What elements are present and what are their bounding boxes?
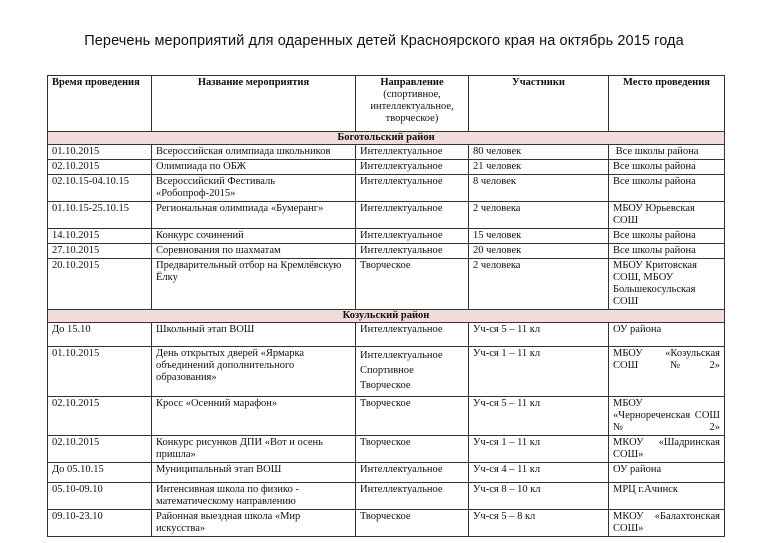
cell-participants: 2 человека bbox=[469, 202, 609, 229]
cell-direction: Интеллектуальное bbox=[356, 463, 469, 483]
cell-name: Интенсивная школа по физико - математическому направлению bbox=[152, 483, 356, 510]
header-participants: Участники bbox=[469, 76, 609, 132]
cell-participants: Уч-ся 1 – 11 кл bbox=[469, 347, 609, 397]
cell-name: День открытых дверей «Ярмарка объединений дополнительного образования» bbox=[152, 347, 356, 397]
cell-direction: Творческое bbox=[356, 259, 469, 310]
cell-time: 01.10.2015 bbox=[48, 347, 152, 397]
cell-time: 27.10.2015 bbox=[48, 244, 152, 259]
table-row bbox=[48, 397, 725, 436]
table-row bbox=[48, 483, 725, 510]
cell-name: Районная выездная школа «Мир искусства» bbox=[152, 510, 356, 537]
table-row bbox=[48, 436, 725, 463]
cell-direction: Интеллектуальное bbox=[356, 175, 469, 202]
cell-place: Все школы района bbox=[609, 244, 725, 259]
cell-name: Предварительный отбор на Кремлёвскую Ёлку bbox=[152, 259, 356, 310]
cell-time: До 15.10 bbox=[48, 323, 152, 347]
cell-name: Конкурс сочинений bbox=[152, 229, 356, 244]
cell-direction bbox=[356, 347, 469, 397]
cell-place: ОУ района bbox=[609, 323, 725, 347]
cell-place: ОУ района bbox=[609, 463, 725, 483]
cell-direction: Интеллектуальное bbox=[356, 229, 469, 244]
cell-time: 05.10-09.10 bbox=[48, 483, 152, 510]
cell-name: Конкурс рисунков ДПИ «Вот и осень пришла» bbox=[152, 436, 356, 463]
cell-name: Олимпиада по ОБЖ bbox=[152, 160, 356, 175]
cell-place: МБОУ «Чернореченская СОШ №2» bbox=[609, 397, 725, 436]
header-place: Место проведения bbox=[609, 76, 725, 132]
cell-name: Региональная олимпиада «Бумеранг» bbox=[152, 202, 356, 229]
section-title: Козульский район bbox=[48, 310, 725, 323]
cell-place: МБОУ «Козульская СОШ №2» bbox=[609, 347, 725, 397]
cell-name: Всероссийская олимпиада школьников bbox=[152, 145, 356, 160]
cell-direction: Интеллектуальное bbox=[356, 160, 469, 175]
cell-participants: Уч-ся 4 – 11 кл bbox=[469, 463, 609, 483]
cell-time: 02.10.2015 bbox=[48, 397, 152, 436]
cell-participants: 20 человек bbox=[469, 244, 609, 259]
table-row bbox=[48, 175, 725, 202]
cell-participants: Уч-ся 5 – 11 кл bbox=[469, 397, 609, 436]
cell-time: 02.10.15-04.10.15 bbox=[48, 175, 152, 202]
cell-place: Все школы района bbox=[609, 229, 725, 244]
table-row bbox=[48, 323, 725, 347]
cell-participants: Уч-ся 5 – 11 кл bbox=[469, 323, 609, 347]
section-row bbox=[48, 132, 725, 145]
header-direction bbox=[356, 76, 469, 132]
cell-place: Все школы района bbox=[609, 145, 725, 160]
table-row bbox=[48, 202, 725, 229]
document-title: Перечень мероприятий для одаренных детей Красноярского края на октябрь 2015 года bbox=[84, 33, 684, 49]
header-direction-note: (спортивное, интеллектуальное, творческое) bbox=[370, 89, 454, 124]
cell-time: До 05.10.15 bbox=[48, 463, 152, 483]
cell-time: 02.10.2015 bbox=[48, 160, 152, 175]
section-row bbox=[48, 310, 725, 323]
cell-direction: Интеллектуальное bbox=[356, 244, 469, 259]
cell-direction: Творческое bbox=[356, 397, 469, 436]
table-row bbox=[48, 244, 725, 259]
table-row bbox=[48, 160, 725, 175]
table-row bbox=[48, 259, 725, 310]
cell-place: Все школы района bbox=[609, 175, 725, 202]
cell-time: 02.10.2015 bbox=[48, 436, 152, 463]
cell-place: МКОУ «Шадринская СОШ» bbox=[609, 436, 725, 463]
header-direction-label: Направление bbox=[380, 77, 444, 88]
cell-name: Кросс «Осенний марафон» bbox=[152, 397, 356, 436]
table-row bbox=[48, 463, 725, 483]
header-time: Время проведения bbox=[48, 76, 152, 132]
table-row bbox=[48, 510, 725, 537]
direction-line: Творческое bbox=[360, 380, 411, 391]
cell-direction: Интеллектуальное bbox=[356, 323, 469, 347]
cell-direction: Интеллектуальное bbox=[356, 202, 469, 229]
direction-line: Интеллектуальное bbox=[360, 350, 443, 361]
cell-participants: 15 человек bbox=[469, 229, 609, 244]
cell-direction: Интеллектуальное bbox=[356, 145, 469, 160]
events-table bbox=[47, 75, 725, 537]
cell-place: МБОУ Критовская СОШ, МБОУ Большекосульская СОШ bbox=[609, 259, 725, 310]
cell-participants: Уч-ся 8 – 10 кл bbox=[469, 483, 609, 510]
header-name: Название мероприятия bbox=[152, 76, 356, 132]
cell-time: 20.10.2015 bbox=[48, 259, 152, 310]
table-header-row bbox=[48, 76, 725, 132]
cell-time: 01.10.2015 bbox=[48, 145, 152, 160]
cell-direction: Творческое bbox=[356, 436, 469, 463]
cell-time: 09.10-23.10 bbox=[48, 510, 152, 537]
cell-participants: 2 человека bbox=[469, 259, 609, 310]
cell-time: 14.10.2015 bbox=[48, 229, 152, 244]
cell-participants: 21 человек bbox=[469, 160, 609, 175]
table-row bbox=[48, 229, 725, 244]
cell-place: МКОУ «Балахтонская СОШ» bbox=[609, 510, 725, 537]
direction-line: Спортивное bbox=[360, 365, 414, 376]
cell-name: Школьный этап ВОШ bbox=[152, 323, 356, 347]
cell-name: Соревнования по шахматам bbox=[152, 244, 356, 259]
section-title: Боготольский район bbox=[48, 132, 725, 145]
table-row bbox=[48, 347, 725, 397]
cell-name: Муниципальный этап ВОШ bbox=[152, 463, 356, 483]
cell-direction: Творческое bbox=[356, 510, 469, 537]
table-row bbox=[48, 145, 725, 160]
cell-place: МБОУ Юрьевская СОШ bbox=[609, 202, 725, 229]
cell-participants: 8 человек bbox=[469, 175, 609, 202]
cell-place: МРЦ г.Ачинск bbox=[609, 483, 725, 510]
cell-place: Все школы района bbox=[609, 160, 725, 175]
cell-participants: Уч-ся 5 – 8 кл bbox=[469, 510, 609, 537]
cell-direction: Интеллектуальное bbox=[356, 483, 469, 510]
cell-name: Всероссийский Фестиваль «Робопроф-2015» bbox=[152, 175, 356, 202]
cell-participants: Уч-ся 1 – 11 кл bbox=[469, 436, 609, 463]
cell-participants: 80 человек bbox=[469, 145, 609, 160]
cell-time: 01.10.15-25.10.15 bbox=[48, 202, 152, 229]
